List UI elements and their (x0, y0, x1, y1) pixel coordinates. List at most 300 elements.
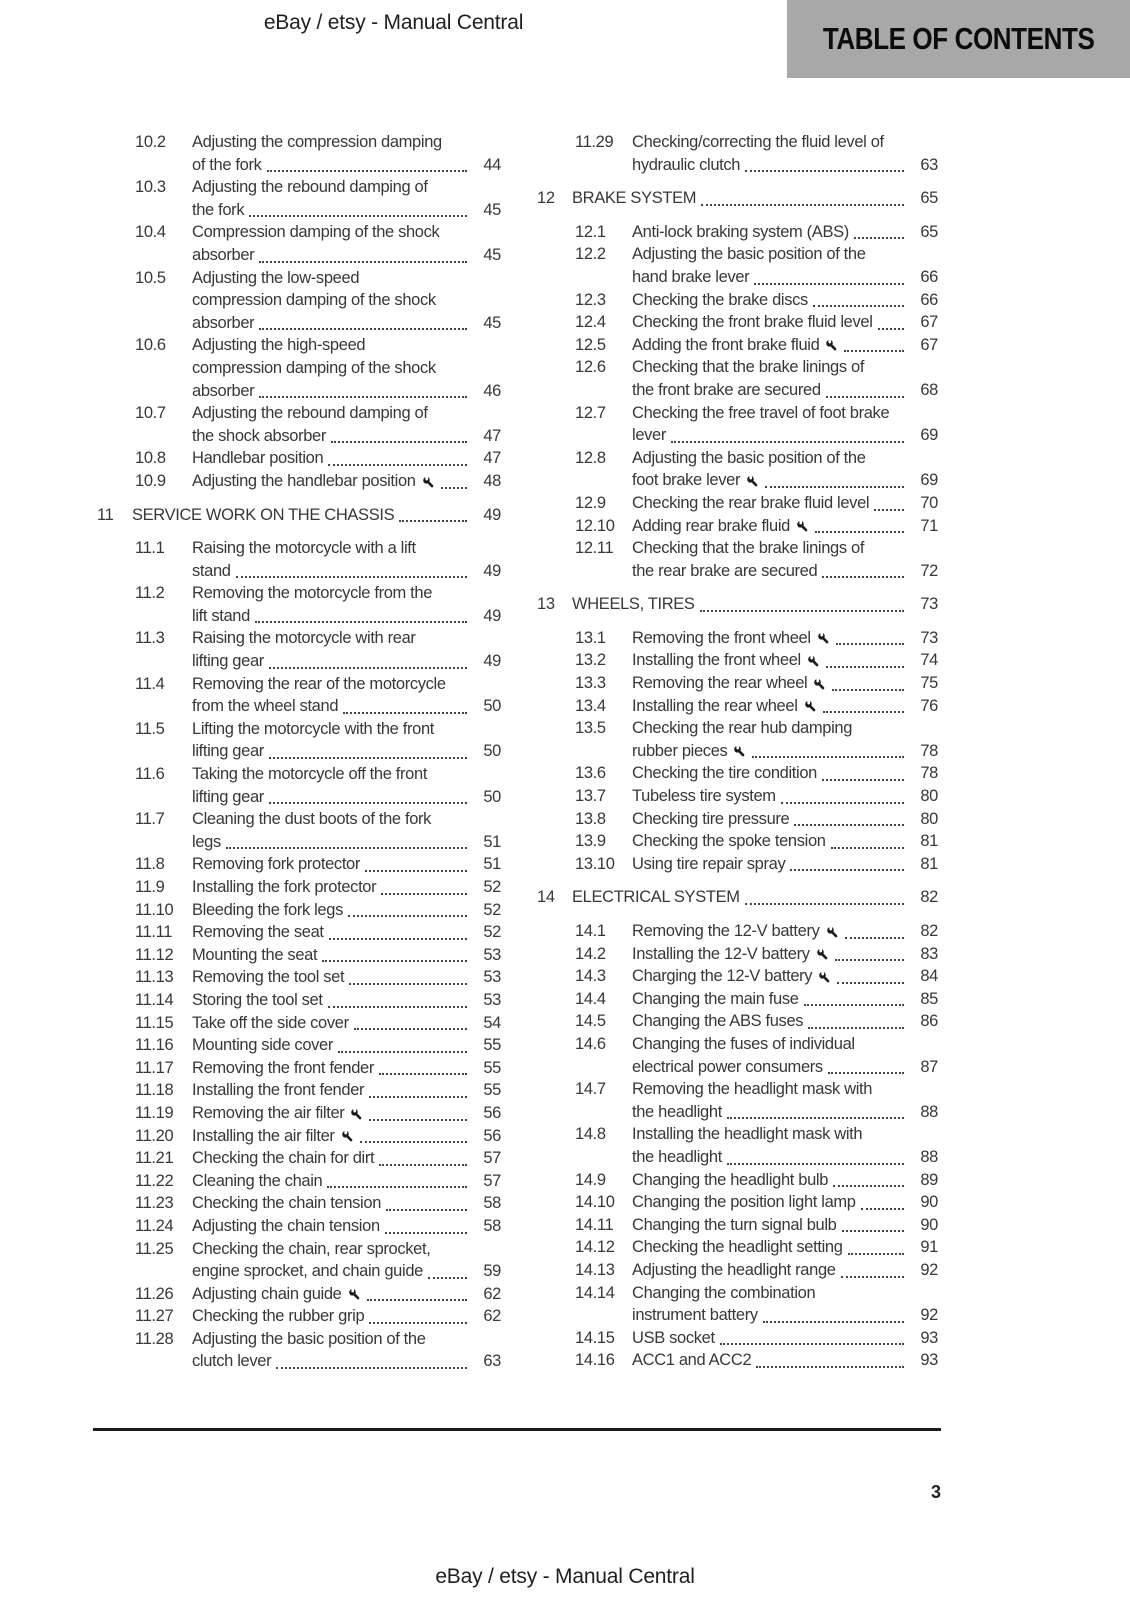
entry-title-lastline (192, 650, 471, 673)
entry-title-lastline (192, 921, 471, 944)
toc-entry-row[interactable] (537, 402, 938, 447)
entry-number: 11.5 (135, 719, 165, 738)
entry-page-ref: 93 (920, 1351, 938, 1370)
entry-title-block (632, 334, 908, 357)
toc-entry-row[interactable] (97, 176, 501, 221)
entry-number: 11.18 (135, 1081, 174, 1100)
entry-title-line: Removing the rear of the motorcycle (192, 674, 446, 693)
entry-number: 12.11 (575, 539, 614, 558)
entry-title-lastline (632, 649, 908, 672)
toc-entry-row[interactable] (537, 649, 938, 672)
toc-entry-row[interactable] (97, 1125, 501, 1148)
leader-dots (354, 1028, 467, 1030)
entry-number: 11.26 (135, 1284, 174, 1303)
toc-entry-row[interactable] (97, 627, 501, 672)
entry-title-text: of the fork (192, 155, 262, 174)
entry-page-ref: 91 (920, 1238, 938, 1257)
page-header-title: eBay / etsy - Manual Central (263, 11, 524, 34)
entry-title-block (192, 1012, 471, 1035)
toc-entry-row[interactable] (537, 943, 938, 966)
leader-dots (831, 847, 904, 849)
entry-title-lastline (632, 1010, 908, 1033)
toc-entry-row[interactable] (97, 1328, 501, 1373)
entry-page-ref: 54 (483, 1013, 501, 1032)
entry-page-ref: 44 (483, 155, 501, 174)
entry-title-lastline (632, 424, 908, 447)
entry-title-block (632, 289, 908, 312)
entry-number: 10.9 (135, 471, 166, 490)
entry-title-lastline (632, 154, 908, 177)
entry-title-lastline (632, 808, 908, 831)
entry-title-block (632, 1169, 908, 1192)
toc-entry-row[interactable] (537, 717, 938, 762)
entry-title-line: Checking that the brake linings of (632, 539, 865, 558)
leader-dots (276, 1367, 467, 1369)
entry-number: 14.11 (575, 1215, 614, 1234)
leader-dots (343, 712, 467, 714)
entry-page-ref: 70 (920, 493, 938, 512)
toc-entry-row[interactable] (537, 221, 938, 244)
leader-dots (701, 204, 904, 206)
toc-entry-row[interactable] (537, 1010, 938, 1033)
entry-title-block (192, 853, 471, 876)
leader-dots (813, 305, 904, 307)
toc-entry-row[interactable] (537, 808, 938, 831)
leader-dots (781, 802, 904, 804)
entry-page-ref: 63 (920, 155, 938, 174)
toc-entry-row[interactable] (537, 762, 938, 785)
entry-page-ref: 68 (920, 380, 938, 399)
entry-number: 11.20 (135, 1126, 174, 1145)
toc-entry-row[interactable] (537, 356, 938, 401)
toc-entry-row[interactable] (537, 1169, 938, 1192)
toc-entry-row[interactable] (97, 944, 501, 967)
entry-title-lastline (192, 1192, 471, 1215)
entry-title-text: absorber (192, 313, 255, 332)
entry-title-block (632, 965, 908, 988)
toc-entry-row[interactable] (97, 1192, 501, 1215)
toc-entry-row[interactable] (97, 447, 501, 470)
toc-entry-row[interactable] (97, 876, 501, 899)
wrench-icon (421, 475, 436, 490)
leader-dots (269, 757, 467, 759)
entry-number: 12.1 (575, 222, 606, 241)
leader-dots (828, 1072, 904, 1074)
leader-dots (841, 1276, 904, 1278)
entry-title-line: Adjusting the basic position of the (192, 1329, 426, 1348)
leader-dots (369, 1322, 467, 1324)
entry-page-ref: 55 (483, 1081, 501, 1100)
entry-page-ref: 89 (920, 1170, 938, 1189)
leader-dots (259, 396, 467, 398)
entry-number: 13.6 (575, 764, 606, 783)
toc-entry-row[interactable] (97, 1012, 501, 1035)
entry-title-lastline (632, 965, 908, 988)
toc-entry-row[interactable] (537, 1078, 938, 1123)
entry-title-text: the headlight (632, 1102, 722, 1121)
toc-entry-row[interactable] (97, 989, 501, 1012)
entry-title-text: USB socket (632, 1328, 715, 1347)
entry-number: 14.12 (575, 1238, 615, 1257)
leader-dots (763, 1321, 904, 1323)
toc-entry-row[interactable] (537, 672, 938, 695)
entry-title-line: Adjusting the low-speed (192, 268, 360, 287)
entry-number: 14.3 (575, 967, 606, 986)
leader-dots (369, 1119, 467, 1121)
entry-number: 13.8 (575, 809, 606, 828)
entry-number: 14.5 (575, 1012, 606, 1031)
entry-title-block (632, 537, 908, 582)
wrench-icon (825, 925, 840, 940)
toc-entry-row[interactable] (537, 1327, 938, 1350)
entry-title-text: Bleeding the fork legs (192, 900, 343, 919)
entry-title-lastline (632, 627, 908, 650)
toc-entry-row[interactable] (537, 492, 938, 515)
leader-dots (823, 711, 904, 713)
entry-page-ref: 88 (920, 1102, 938, 1121)
entry-title-lastline (632, 853, 908, 876)
entry-title-block (192, 1102, 471, 1125)
toc-entry-row[interactable] (537, 515, 938, 538)
toc-entry-row[interactable] (97, 402, 501, 447)
toc-entry-row[interactable] (537, 1282, 938, 1327)
toc-entry-row[interactable] (537, 965, 938, 988)
entry-title-text: Installing the 12-V battery (632, 944, 810, 963)
entry-title-lastline (192, 876, 471, 899)
toc-entry-row[interactable] (537, 243, 938, 288)
entry-title-lastline (632, 762, 908, 785)
entry-title-block (192, 176, 471, 221)
entry-title-text: lift stand (192, 606, 250, 625)
toc-entry-row[interactable] (97, 131, 501, 176)
leader-dots (848, 1253, 904, 1255)
entry-title-text: Changing the main fuse (632, 989, 799, 1008)
entry-number: 11.25 (135, 1239, 174, 1258)
entry-title-block (632, 1123, 908, 1168)
toc-section-row[interactable] (537, 593, 938, 616)
leader-dots (826, 396, 904, 398)
toc-entry-row[interactable] (97, 1283, 501, 1306)
entry-title-lastline (192, 447, 471, 470)
leader-dots (720, 1343, 904, 1345)
entry-title-lastline (192, 605, 471, 628)
toc-entry-row[interactable] (537, 447, 938, 492)
entry-title-line: Adjusting the high-speed (192, 336, 366, 355)
toc-entry-row[interactable] (97, 921, 501, 944)
entry-title-block (192, 876, 471, 899)
entry-number: 12.3 (575, 290, 606, 309)
entry-number: 14.2 (575, 944, 606, 963)
entry-title-text: rubber pieces (632, 741, 728, 760)
toc-entry-row[interactable] (97, 267, 501, 335)
entry-title-text: Installing the front wheel (632, 651, 801, 670)
entry-number: 11.29 (575, 133, 614, 151)
entry-title-lastline (632, 920, 908, 943)
entry-title-block (192, 1238, 471, 1283)
entry-page-ref: 66 (920, 290, 938, 309)
toc-entry-row[interactable] (97, 1147, 501, 1170)
entry-title-lastline (192, 786, 471, 809)
entry-title-lastline (192, 966, 471, 989)
entry-title-lastline (632, 289, 908, 312)
entry-title-line: Adjusting the rebound damping of (192, 404, 428, 423)
entry-title-text: Checking the tire condition (632, 764, 817, 783)
entry-page-ref: 78 (920, 764, 938, 783)
entry-title-line: Adjusting the basic position of the (632, 245, 866, 264)
entry-page-ref: 80 (920, 787, 938, 806)
entry-title-text: Mounting side cover (192, 1036, 334, 1055)
entry-title-text: Checking the spoke tension (632, 832, 826, 851)
leader-dots (328, 464, 467, 466)
entry-number: 11.7 (135, 810, 165, 829)
leader-dots (804, 1004, 904, 1006)
entry-title-text: Installing the front fender (192, 1081, 365, 1100)
leader-dots (835, 959, 904, 961)
entry-number: 14.13 (575, 1260, 615, 1279)
entry-page-ref: 62 (483, 1284, 501, 1303)
entry-page-ref: 52 (483, 900, 501, 919)
entry-title-line: Adjusting the compression damping (192, 133, 442, 151)
entry-number: 13.2 (575, 651, 606, 670)
toc-entry-row[interactable] (537, 853, 938, 876)
entry-title-text: Adjusting the headlight range (632, 1260, 836, 1279)
toc-entry-row[interactable] (97, 673, 501, 718)
leader-dots (826, 666, 904, 668)
toc-entry-row[interactable] (97, 537, 501, 582)
entry-number: 10.8 (135, 449, 166, 468)
toc-columns (97, 131, 938, 1373)
entry-title-lastline (192, 312, 471, 335)
entry-title-block (632, 1349, 908, 1372)
toc-entry-row[interactable] (537, 830, 938, 853)
leader-dots (399, 520, 467, 522)
entry-title-block (632, 672, 908, 695)
entry-title-text: Adding the front brake fluid (632, 335, 820, 354)
entry-title-text: Changing the headlight bulb (632, 1170, 829, 1189)
footer-divider (93, 1428, 941, 1431)
toc-section-row[interactable] (537, 187, 938, 210)
entry-page-ref: 71 (920, 516, 938, 535)
entry-page-ref: 49 (483, 652, 501, 671)
section-title: SERVICE WORK ON THE CHASSIS (132, 505, 395, 524)
leader-dots (236, 576, 467, 578)
entry-title-lastline (632, 1214, 908, 1237)
toc-entry-row[interactable] (537, 1214, 938, 1237)
wrench-icon (824, 338, 839, 353)
entry-number: 12.5 (575, 335, 606, 354)
toc-entry-row[interactable] (97, 1238, 501, 1283)
entry-title-lastline (632, 672, 908, 695)
entry-title-line: Checking the chain, rear sprocket, (192, 1239, 431, 1258)
entry-number: 14.4 (575, 989, 606, 1008)
entry-number: 11.2 (135, 584, 165, 603)
leader-dots (844, 350, 904, 352)
toc-section-row[interactable] (537, 886, 938, 909)
toc-entry-row[interactable] (97, 899, 501, 922)
toc-entry-row[interactable] (537, 1349, 938, 1372)
wrench-icon (815, 947, 830, 962)
toc-entry-row[interactable] (537, 1033, 938, 1078)
entry-page-ref: 92 (920, 1306, 938, 1325)
entry-title-line: compression damping of the shock (192, 291, 436, 310)
entry-page-ref: 50 (483, 787, 501, 806)
entry-title-text: hydraulic clutch (632, 155, 741, 174)
entry-page-ref: 76 (920, 696, 938, 715)
page-number: 3 (930, 1482, 941, 1502)
entry-title-text: Adding rear brake fluid (632, 516, 790, 535)
toc-entry-row[interactable] (97, 763, 501, 808)
toc-entry-row[interactable] (537, 311, 938, 334)
toc-entry-row[interactable] (97, 808, 501, 853)
entry-title-text: lifting gear (192, 742, 264, 761)
toc-entry-row[interactable] (537, 785, 938, 808)
toc-entry-row[interactable] (537, 920, 938, 943)
entry-title-lastline (192, 989, 471, 1012)
toc-entry-row[interactable] (97, 334, 501, 402)
entry-title-text: absorber (192, 381, 255, 400)
entry-title-block (632, 1327, 908, 1350)
entry-title-text: Cleaning the chain (192, 1171, 323, 1190)
entry-number: 10.3 (135, 178, 166, 197)
entry-page-ref: 48 (483, 471, 501, 490)
leader-dots (727, 1163, 904, 1165)
section-page-ref: 73 (920, 595, 938, 614)
toc-entry-row[interactable] (537, 1259, 938, 1282)
entry-page-ref: 66 (920, 267, 938, 286)
leader-dots (249, 215, 467, 217)
entry-page-ref: 45 (483, 200, 501, 219)
toc-entry-row[interactable] (537, 627, 938, 650)
entry-title-block (632, 1259, 908, 1282)
entry-page-ref: 75 (920, 674, 938, 693)
entry-title-lastline (192, 154, 471, 177)
leader-dots (379, 1073, 467, 1075)
entry-number: 12.7 (575, 403, 606, 422)
entry-title-lastline (192, 853, 471, 876)
entry-title-block (632, 1282, 908, 1327)
entry-number: 13.7 (575, 787, 606, 806)
toc-entry-row[interactable] (537, 334, 938, 357)
leader-dots (365, 870, 467, 872)
entry-page-ref: 67 (920, 335, 938, 354)
toc-entry-row[interactable] (97, 853, 501, 876)
entry-number: 14.9 (575, 1170, 606, 1189)
entry-title-lastline (192, 1147, 471, 1170)
entry-page-ref: 72 (920, 561, 938, 580)
entry-number: 11.22 (135, 1171, 174, 1190)
entry-page-ref: 52 (483, 923, 501, 942)
toc-entry-row[interactable] (537, 988, 938, 1011)
entry-title-lastline (632, 560, 908, 583)
entry-title-text: lifting gear (192, 787, 264, 806)
entry-page-ref: 55 (483, 1036, 501, 1055)
toc-entry-row[interactable] (97, 1102, 501, 1125)
toc-entry-row[interactable] (97, 1057, 501, 1080)
toc-entry-row[interactable] (537, 1236, 938, 1259)
entry-page-ref: 65 (920, 222, 938, 241)
entry-title-lastline (632, 1101, 908, 1124)
toc-entry-row[interactable] (97, 582, 501, 627)
entry-title-block (192, 989, 471, 1012)
toc-section-row[interactable] (97, 504, 501, 527)
entry-title-block (632, 717, 908, 762)
toc-entry-row[interactable] (97, 1215, 501, 1238)
entry-number: 13.9 (575, 832, 606, 851)
entry-title-text: the front brake are secured (632, 380, 821, 399)
entry-title-block (632, 1010, 908, 1033)
entry-title-lastline (192, 1215, 471, 1238)
entry-title-block (632, 762, 908, 785)
toc-entry-row[interactable] (97, 966, 501, 989)
leader-dots (259, 261, 467, 263)
entry-title-lastline (192, 470, 471, 493)
entry-number: 12.6 (575, 358, 606, 377)
entry-title-block (192, 718, 471, 763)
entry-title-block (192, 921, 471, 944)
entry-title-block (632, 1236, 908, 1259)
toc-entry-row[interactable] (537, 695, 938, 718)
entry-title-text: Tubeless tire system (632, 787, 776, 806)
entry-title-block (632, 311, 908, 334)
toc-entry-row[interactable] (97, 1034, 501, 1057)
entry-title-line: Removing the motorcycle from the (192, 584, 433, 603)
entry-number: 11.6 (135, 765, 165, 784)
entry-title-text: Removing the front fender (192, 1058, 375, 1077)
toc-entry-row[interactable] (97, 718, 501, 763)
toc-entry-row[interactable] (97, 1079, 501, 1102)
entry-page-ref: 93 (920, 1328, 938, 1347)
toc-entry-row[interactable] (97, 1170, 501, 1193)
entry-title-lastline (192, 899, 471, 922)
section-number: 12 (537, 189, 555, 208)
entry-number: 13.1 (575, 628, 606, 647)
entry-title-text: Adjusting chain guide (192, 1284, 342, 1303)
section-number: 14 (537, 888, 555, 907)
entry-number: 10.2 (135, 133, 166, 151)
toc-entry-row[interactable] (97, 1305, 501, 1328)
entry-title-lastline (192, 1260, 471, 1283)
entry-number: 13.4 (575, 696, 606, 715)
entry-title-text: clutch lever (192, 1352, 272, 1371)
entry-title-block (192, 944, 471, 967)
entry-title-line: compression damping of the shock (192, 358, 436, 377)
entry-title-lastline (192, 1125, 471, 1148)
entry-page-ref: 88 (920, 1147, 938, 1166)
toc-entry-row[interactable] (97, 221, 501, 266)
entry-title-line: Cleaning the dust boots of the fork (192, 810, 432, 829)
leader-dots (815, 531, 904, 533)
entry-number: 13.3 (575, 674, 606, 693)
entry-title-text: from the wheel stand (192, 697, 339, 716)
entry-title-text: Charging the 12-V battery (632, 967, 813, 986)
leader-dots (765, 486, 904, 488)
toc-entry-row[interactable] (537, 289, 938, 312)
entry-number: 14.16 (575, 1351, 615, 1370)
wrench-icon (817, 970, 832, 985)
entry-title-text: Checking the brake discs (632, 290, 808, 309)
entry-number: 14.10 (575, 1193, 615, 1212)
toc-entry-row[interactable] (537, 131, 938, 176)
toc-entry-row[interactable] (537, 537, 938, 582)
toc-entry-row[interactable] (97, 470, 501, 493)
entry-page-ref: 47 (483, 426, 501, 445)
toc-entry-row[interactable] (537, 1191, 938, 1214)
entry-title-block (192, 1125, 471, 1148)
entry-title-text: the rear brake are secured (632, 561, 818, 580)
entry-page-ref: 51 (483, 855, 501, 874)
leader-dots (836, 643, 904, 645)
toc-entry-row[interactable] (537, 1123, 938, 1168)
